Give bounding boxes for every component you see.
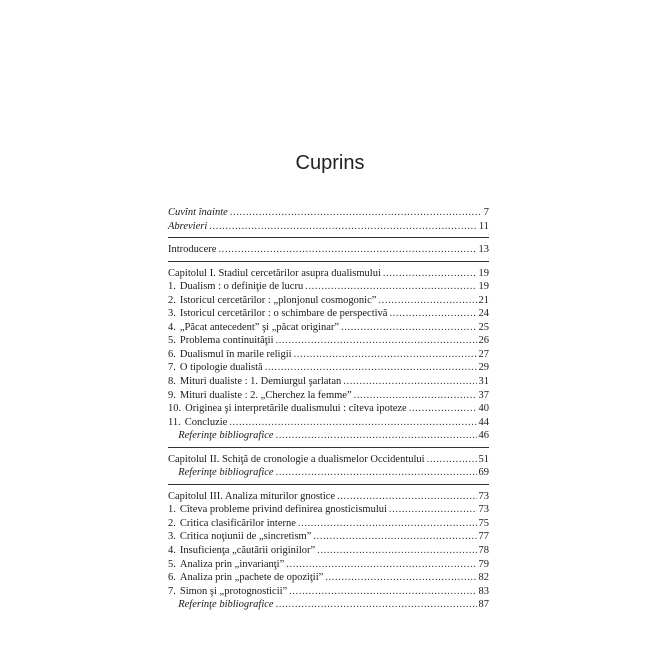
- toc-section-number: 4.: [168, 545, 176, 557]
- toc-section-entry[interactable]: [168, 389, 489, 403]
- toc-entry-references[interactable]: [168, 598, 489, 612]
- page-title: Cuprins: [295, 152, 365, 174]
- toc-section-number: 6.: [168, 348, 176, 360]
- toc-label: „Păcat antecedent” şi „păcat originar”: [179, 321, 340, 333]
- leader-dots: [294, 348, 477, 362]
- toc-section-number: 4.: [168, 321, 176, 333]
- toc-section-entry[interactable]: [168, 294, 489, 308]
- toc-entry-references[interactable]: [168, 429, 489, 443]
- leader-dots: [298, 517, 477, 531]
- toc-page: 46: [478, 430, 489, 442]
- toc-section-entry[interactable]: [168, 307, 489, 321]
- toc-entry-references[interactable]: [168, 466, 489, 480]
- toc-page: 87: [478, 599, 489, 611]
- toc-page: 29: [478, 362, 489, 374]
- toc-page: 13: [478, 244, 489, 256]
- toc-section-number: 7.: [168, 585, 176, 597]
- toc-entry-cuvint[interactable]: [168, 206, 489, 220]
- toc-label: Critica clasificărilor interne: [179, 517, 296, 529]
- toc-section-entry[interactable]: [168, 503, 489, 517]
- toc-section-entry[interactable]: [168, 375, 489, 389]
- leader-dots: [343, 375, 476, 389]
- toc-entry-chapter-1[interactable]: [168, 267, 489, 281]
- leader-dots: [409, 402, 477, 416]
- toc-label: Cuvînt înainte: [168, 207, 228, 218]
- leader-dots: [313, 530, 476, 544]
- toc-label: Originea şi interpretările dualismului : cîteva ipoteze: [185, 403, 407, 415]
- toc-label: Capitolul III. Analiza miturilor gnostice: [168, 490, 336, 502]
- divider: [168, 447, 489, 448]
- toc-label: Mituri dualiste : 1. Demiurgul şarlatan: [179, 376, 342, 388]
- toc-page: 77: [478, 531, 489, 543]
- toc-section-entry[interactable]: [168, 416, 489, 430]
- toc-label: Critica noţiunii de „sincretism”: [179, 531, 312, 543]
- leader-dots: [276, 466, 477, 480]
- toc-page: 37: [478, 389, 489, 401]
- leader-dots: [378, 294, 476, 308]
- toc-label: Dualism : o definiţie de lucru: [179, 281, 304, 293]
- leader-dots: [218, 243, 476, 257]
- toc-section-entry[interactable]: [168, 530, 489, 544]
- toc-section-number: 10.: [168, 403, 182, 415]
- chapter-3-sections: [168, 503, 489, 598]
- toc-section-number: 7.: [168, 362, 176, 374]
- toc-label: Capitolul II. Schiţă de cronologie a dualismelor Occidentului: [168, 453, 425, 465]
- toc-page: 27: [478, 348, 489, 360]
- toc-section-number: 5.: [168, 558, 176, 570]
- leader-dots: [286, 558, 476, 572]
- leader-dots: [209, 220, 477, 234]
- toc-section-entry[interactable]: [168, 544, 489, 558]
- toc-label: Abrevieri: [168, 220, 208, 232]
- toc-section-entry[interactable]: [168, 517, 489, 531]
- toc-page: 25: [478, 321, 489, 333]
- toc-section-number: 5.: [168, 335, 176, 347]
- toc-page: 26: [478, 335, 489, 347]
- toc-section-entry[interactable]: [168, 280, 489, 294]
- leader-dots: [389, 307, 476, 321]
- toc-entry-chapter-2[interactable]: [168, 453, 489, 467]
- leader-dots: [317, 544, 476, 558]
- toc-section-number: 1.: [168, 504, 176, 516]
- toc-section-number: 2.: [168, 294, 176, 306]
- table-of-contents: [168, 206, 489, 612]
- toc-section-entry[interactable]: [168, 571, 489, 585]
- toc-label: Mituri dualiste : 2. „Cherchez la femme”: [179, 389, 352, 401]
- toc-label: Simon şi „protognosticii”: [179, 585, 288, 597]
- toc-page: 7: [483, 207, 489, 218]
- toc-section-number: 11.: [168, 416, 181, 428]
- toc-section-entry[interactable]: [168, 585, 489, 599]
- toc-section-number: 8.: [168, 376, 176, 388]
- divider: [168, 237, 489, 238]
- leader-dots: [325, 571, 476, 585]
- leader-dots: [383, 267, 477, 281]
- toc-section-entry[interactable]: [168, 558, 489, 572]
- toc-page: 31: [478, 376, 489, 388]
- toc-page: 21: [478, 294, 489, 306]
- toc-section-entry[interactable]: [168, 361, 489, 375]
- leader-dots: [389, 503, 477, 517]
- toc-page: 79: [478, 558, 489, 570]
- toc-page: 82: [478, 572, 489, 584]
- leader-dots: [230, 206, 482, 220]
- toc-section-number: 9.: [168, 389, 176, 401]
- toc-label: Concluzie: [184, 416, 228, 428]
- toc-section-number: 2.: [168, 517, 176, 529]
- toc-section-number: 6.: [168, 572, 176, 584]
- toc-label: Cîteva probleme privind definirea gnosticismului: [179, 504, 387, 516]
- leader-dots: [305, 280, 476, 294]
- divider: [168, 261, 489, 262]
- leader-dots: [275, 334, 476, 348]
- toc-page: 11: [478, 220, 489, 232]
- toc-label: Istoricul cercetărilor : „plonjonul cosmogonic”: [179, 294, 377, 306]
- toc-label: Insuficienţa „căutării originilor”: [179, 545, 316, 557]
- toc-page: 78: [478, 545, 489, 557]
- toc-page: 73: [478, 490, 489, 502]
- leader-dots: [354, 389, 477, 403]
- toc-label: Analiza prin „pachete de opoziţii”: [179, 572, 324, 584]
- toc-page: 40: [478, 403, 489, 415]
- toc-section-number: 3.: [168, 308, 176, 320]
- leader-dots: [289, 585, 476, 599]
- toc-page: 24: [478, 308, 489, 320]
- toc-section-number: 3.: [168, 531, 176, 543]
- toc-entry-chapter-3[interactable]: [168, 490, 489, 504]
- toc-label: Istoricul cercetărilor : o schimbare de perspectivă: [179, 308, 388, 320]
- toc-label: Analiza prin „invarianţi”: [179, 558, 285, 570]
- toc-label: Referinţe bibliografice: [178, 430, 274, 442]
- toc-label: Introducere: [168, 244, 217, 256]
- toc-page: 44: [478, 416, 489, 428]
- toc-page: 69: [478, 467, 489, 479]
- toc-page: 19: [478, 281, 489, 293]
- leader-dots: [341, 321, 476, 335]
- toc-section-entry[interactable]: [168, 402, 489, 416]
- toc-page: 73: [478, 504, 489, 516]
- toc-page: 51: [478, 453, 489, 465]
- leader-dots: [229, 416, 476, 430]
- toc-entry-introducere[interactable]: [168, 243, 489, 257]
- toc-label: Problema continuităţii: [179, 335, 274, 347]
- chapter-1-sections: [168, 280, 489, 429]
- toc-label: Dualismul în marile religii: [179, 348, 292, 360]
- toc-entry-abrevieri[interactable]: [168, 220, 489, 234]
- toc-page: 83: [478, 585, 489, 597]
- toc-section-entry[interactable]: [168, 348, 489, 362]
- toc-section-entry[interactable]: [168, 321, 489, 335]
- toc-label: Referinţe bibliografice: [178, 599, 274, 611]
- toc-label: Referinţe bibliografice: [178, 467, 274, 479]
- toc-page: 19: [478, 267, 489, 279]
- leader-dots: [265, 361, 477, 375]
- leader-dots: [276, 598, 477, 612]
- leader-dots: [337, 490, 476, 504]
- toc-section-number: 1.: [168, 281, 176, 293]
- divider: [168, 484, 489, 485]
- leader-dots: [427, 453, 477, 467]
- toc-section-entry[interactable]: [168, 334, 489, 348]
- toc-page: 75: [478, 517, 489, 529]
- toc-label: O tipologie dualistă: [179, 362, 263, 374]
- leader-dots: [276, 429, 477, 443]
- toc-label: Capitolul I. Stadiul cercetărilor asupra dualismului: [168, 267, 381, 279]
